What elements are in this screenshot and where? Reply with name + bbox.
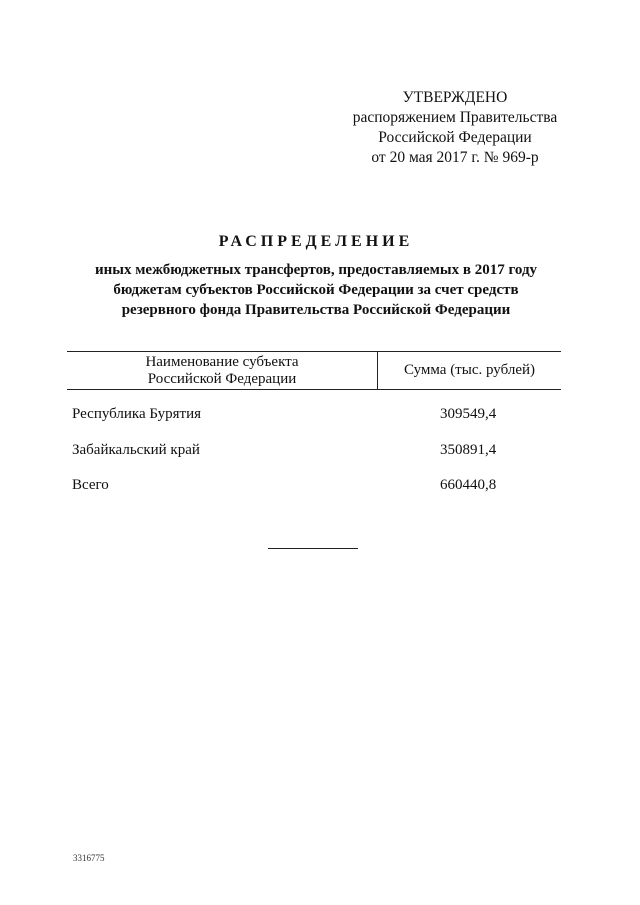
document-number: 3316775 (73, 853, 105, 863)
subtitle-line: бюджетам субъектов Российской Федерации за счет средств (113, 282, 519, 298)
row-subject-name: Республика Бурятия (72, 406, 202, 422)
row-sum-value: 309549,4 (440, 406, 497, 422)
document-title: РАСПРЕДЕЛЕНИЕ (218, 233, 414, 250)
approval-line: Российской Федерации (378, 129, 532, 146)
row-total-value: 660440,8 (440, 477, 497, 493)
row-sum-value: 350891,4 (440, 442, 497, 458)
end-divider (268, 548, 358, 549)
table-row-total (72, 475, 552, 495)
table-row (72, 404, 552, 424)
subtitle-line: резервного фонда Правительства Российской Федерации (121, 302, 511, 318)
document-subtitle (0, 260, 632, 320)
approval-stamp (330, 88, 580, 168)
header-sum: Сумма (тыс. рублей) (403, 362, 536, 378)
approval-heading: УТВЕРЖДЕНО (402, 89, 508, 106)
approval-date-number: от 20 мая 2017 г. № 969-р (371, 149, 539, 166)
row-total-label: Всего (72, 477, 109, 493)
row-subject-name: Забайкальский край (72, 442, 200, 458)
subtitle-line: иных межбюджетных трансфертов, предоставляемых в 2017 году (94, 262, 538, 278)
header-subject-name: Наименование субъекта Российской Федерации (67, 352, 378, 389)
approval-line: распоряжением Правительства (352, 109, 558, 126)
table-header (67, 351, 561, 390)
table-row (72, 440, 552, 460)
